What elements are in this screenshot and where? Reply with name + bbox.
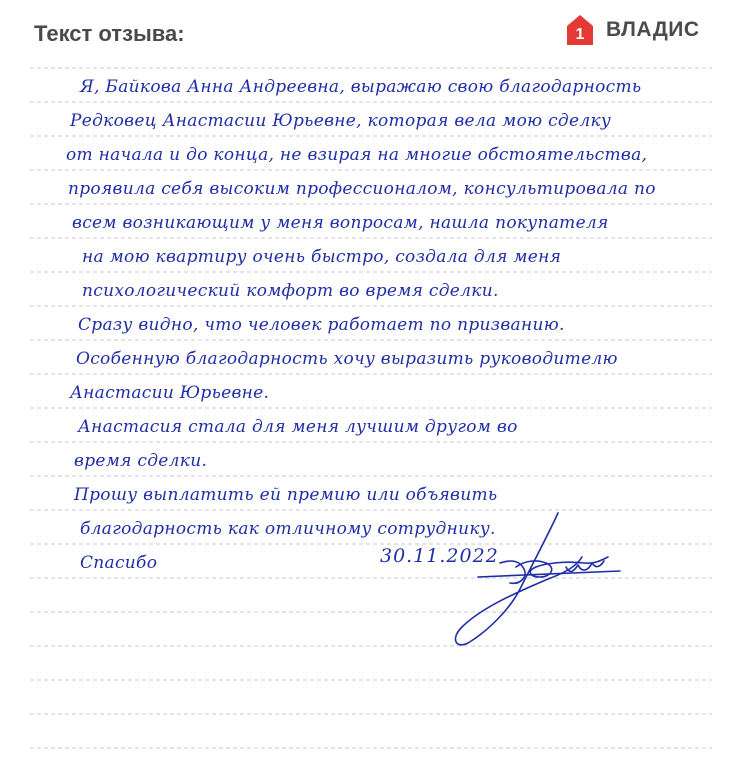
letter-line: Анастасии Юрьевне. — [70, 383, 270, 403]
letter-line: Прошу выплатить ей премию или объявить — [74, 485, 498, 505]
letter-line: Редковец Анастасии Юрьевне, которая вела мою сделку — [70, 111, 612, 131]
letter-line: проявила себя высоким профессионалом, консультировала по — [68, 179, 656, 199]
signature-date: 30.11.2022 — [380, 545, 499, 567]
letter-line: время сделки. — [74, 451, 208, 471]
letter-line: Спасибо — [80, 553, 158, 573]
letter-line: от начала и до конца, не взирая на многие обстоятельства, — [66, 145, 648, 165]
letter-line: Особенную благодарность хочу выразить руководителю — [76, 349, 618, 369]
letter-line: Я, Байкова Анна Андреевна, выражаю свою благодарность — [80, 77, 642, 97]
letter-line: всем возникающим у меня вопросам, нашла покупателя — [72, 213, 609, 233]
letter-line: Анастасия стала для меня лучшим другом во — [78, 417, 518, 437]
letter-line: психологический комфорт во время сделки. — [82, 281, 499, 301]
logo-badge: 1 — [575, 26, 585, 43]
signature-area — [370, 505, 630, 655]
logo-text: ВЛАДИС — [606, 18, 700, 41]
vladis-logo[interactable] — [566, 14, 716, 46]
letter-line: благодарность как отличному сотруднику. — [80, 519, 496, 539]
house-icon — [566, 14, 594, 46]
letter-line: на мою квартиру очень быстро, создала для меня — [82, 247, 562, 267]
letter-line: Сразу видно, что человек работает по призванию. — [78, 315, 565, 335]
handwritten-signature — [370, 505, 630, 655]
page-title: Текст отзыва: — [34, 21, 185, 46]
